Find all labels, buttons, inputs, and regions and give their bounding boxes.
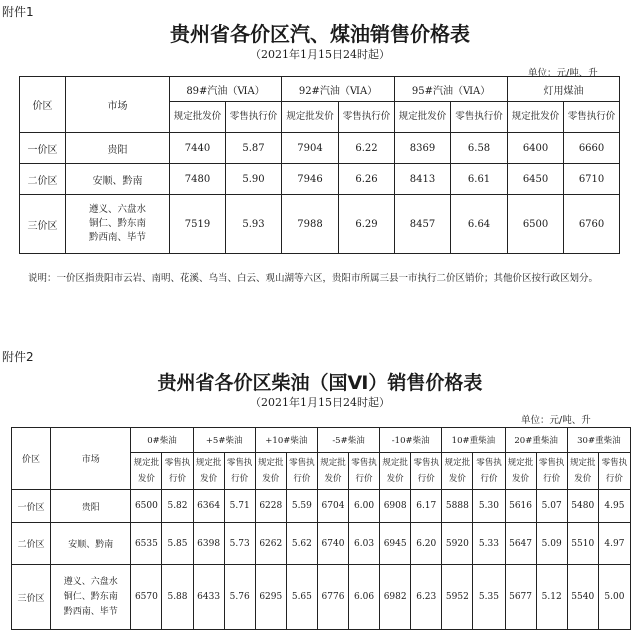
price-cell: 6982 (380, 565, 411, 630)
price-cell: 5647 (505, 523, 536, 565)
market-cell: 安顺、黔南 (66, 164, 170, 195)
market-line: 黔西南、毕节 (63, 606, 118, 617)
market-line: 铜仁、黔东南 (88, 218, 146, 229)
table-row (12, 565, 631, 630)
header-wholesale: 规定批发价 (380, 453, 411, 490)
table-row (12, 523, 631, 565)
header-wholesale: 规定批发价 (317, 453, 348, 490)
price-cell: 6450 (508, 164, 564, 195)
unit-label-1: 单位：元/吨、升 (528, 68, 598, 79)
price-cell: 7904 (282, 133, 339, 164)
market-cell (66, 195, 170, 254)
price-cell: 7946 (282, 164, 339, 195)
header-wholesale: 规定批发价 (282, 102, 339, 133)
header-wholesale: 规定批发价 (505, 453, 536, 490)
price-cell: 5952 (442, 565, 473, 630)
price-cell: 5.65 (286, 565, 317, 630)
header-retail: 零售执行价 (286, 453, 317, 490)
header-product: 0#柴油 (131, 428, 193, 453)
header-product: -10#柴油 (380, 428, 442, 453)
price-cell: 6740 (317, 523, 348, 565)
unit-label-2: 单位：元/吨、升 (521, 415, 591, 426)
zone-cell: 一价区 (12, 490, 51, 523)
price-cell: 6776 (317, 565, 348, 630)
header-market: 市场 (51, 428, 131, 490)
price-cell: 5.90 (226, 164, 282, 195)
header-product: 30#重柴油 (567, 428, 630, 453)
price-cell: 5.09 (536, 523, 567, 565)
header-product: 89#汽油（ⅥA） (170, 77, 282, 102)
price-cell: 5677 (505, 565, 536, 630)
header-product: 灯用煤油 (508, 77, 620, 102)
header-product: +10#柴油 (255, 428, 317, 453)
price-cell: 5.93 (226, 195, 282, 254)
price-cell: 6262 (255, 523, 286, 565)
market-line: 安顺、黔南 (68, 540, 114, 550)
price-cell: 5.88 (162, 565, 193, 630)
price-cell: 6.64 (451, 195, 508, 254)
price-cell: 7988 (282, 195, 339, 254)
price-cell: 5.87 (226, 133, 282, 164)
header-retail: 零售执行价 (473, 453, 505, 490)
table-row (20, 164, 620, 195)
price-cell: 6.61 (451, 164, 508, 195)
market-line: 遵义、六盘水 (63, 576, 118, 587)
note-text: 说明：一价区指贵阳市云岩、南明、花溪、乌当、白云、观山湖等六区，贵阳市所属三县一市执行二价区销价；其他价区按行政区划分。 (28, 273, 599, 284)
price-cell: 5.30 (473, 490, 505, 523)
price-cell: 8413 (395, 164, 451, 195)
price-cell: 5.71 (224, 490, 255, 523)
price-cell: 7480 (170, 164, 226, 195)
header-wholesale: 规定批发价 (442, 453, 473, 490)
price-cell: 5920 (442, 523, 473, 565)
price-cell: 5888 (442, 490, 473, 523)
header-product: 95#汽油（ⅥA） (395, 77, 508, 102)
price-cell: 6.22 (339, 133, 395, 164)
price-cell: 5480 (567, 490, 598, 523)
price-cell: 6400 (508, 133, 564, 164)
header-retail: 零售执行价 (226, 102, 282, 133)
table-row (12, 490, 631, 523)
price-cell: 6295 (255, 565, 286, 630)
header-product: 92#汽油（ⅥA） (282, 77, 395, 102)
price-cell: 6.17 (411, 490, 442, 523)
header-wholesale: 规定批发价 (131, 453, 162, 490)
price-cell: 5616 (505, 490, 536, 523)
header-wholesale: 规定批发价 (255, 453, 286, 490)
market-line: 铜仁、黔东南 (63, 591, 118, 602)
header-retail: 零售执行价 (598, 453, 630, 490)
diesel-price-table (11, 427, 631, 630)
price-cell: 7519 (170, 195, 226, 254)
price-cell: 6500 (508, 195, 564, 254)
price-cell: 5.76 (224, 565, 255, 630)
header-retail: 零售执行价 (339, 102, 395, 133)
price-cell: 5.85 (162, 523, 193, 565)
price-cell: 6.20 (411, 523, 442, 565)
price-cell: 8369 (395, 133, 451, 164)
zone-cell: 三价区 (20, 195, 66, 254)
price-cell: 5.82 (162, 490, 193, 523)
page-title-1: 贵州省各价区汽、煤油销售价格表 (170, 22, 470, 46)
header-product: 20#重柴油 (505, 428, 567, 453)
header-market: 市场 (66, 77, 170, 133)
price-cell: 5.12 (536, 565, 567, 630)
price-cell: 6.29 (339, 195, 395, 254)
header-product: -5#柴油 (317, 428, 379, 453)
zone-cell: 一价区 (20, 133, 66, 164)
header-retail: 零售执行价 (349, 453, 380, 490)
price-cell: 6433 (193, 565, 224, 630)
header-retail: 零售执行价 (411, 453, 442, 490)
gasoline-price-table (19, 76, 620, 254)
price-cell: 6710 (564, 164, 620, 195)
price-cell: 6570 (131, 565, 162, 630)
price-cell: 6228 (255, 490, 286, 523)
market-cell (51, 565, 131, 630)
header-wholesale: 规定批发价 (395, 102, 451, 133)
price-cell: 5.73 (224, 523, 255, 565)
price-cell: 6704 (317, 490, 348, 523)
header-wholesale: 规定批发价 (170, 102, 226, 133)
market-line: 贵阳 (81, 502, 100, 513)
annex-label-2: 附件2 (2, 350, 34, 364)
header-wholesale: 规定批发价 (567, 453, 598, 490)
header-retail: 零售执行价 (162, 453, 193, 490)
price-cell: 5.33 (473, 523, 505, 565)
price-cell: 7440 (170, 133, 226, 164)
price-cell: 6398 (193, 523, 224, 565)
table-row (20, 133, 620, 164)
price-cell: 6.03 (349, 523, 380, 565)
price-cell: 5540 (567, 565, 598, 630)
header-product: +5#柴油 (193, 428, 255, 453)
price-cell: 6.26 (339, 164, 395, 195)
price-cell: 5.07 (536, 490, 567, 523)
price-cell: 5510 (567, 523, 598, 565)
market-line: 黔西南、毕节 (88, 232, 146, 243)
price-cell: 5.62 (286, 523, 317, 565)
header-zone: 价区 (20, 77, 66, 133)
header-wholesale: 规定批发价 (508, 102, 564, 133)
header-retail: 零售执行价 (224, 453, 255, 490)
price-cell: 6.23 (411, 565, 442, 630)
price-cell: 6500 (131, 490, 162, 523)
market-cell (51, 490, 131, 523)
price-cell: 6945 (380, 523, 411, 565)
header-wholesale: 规定批发价 (193, 453, 224, 490)
header-retail: 零售执行价 (451, 102, 508, 133)
page-subtitle-1: （2021年1月15日24时起） (250, 48, 390, 61)
price-cell: 4.97 (598, 523, 630, 565)
market-cell: 贵阳 (66, 133, 170, 164)
price-cell: 5.59 (286, 490, 317, 523)
price-cell: 6760 (564, 195, 620, 254)
page-subtitle-2: （2021年1月15日24时起） (250, 396, 390, 409)
price-cell: 5.00 (598, 565, 630, 630)
price-cell: 6364 (193, 490, 224, 523)
table-row (20, 195, 620, 254)
price-cell: 6.58 (451, 133, 508, 164)
market-line: 遵义、六盘水 (88, 204, 146, 215)
header-zone: 价区 (12, 428, 51, 490)
price-cell: 6660 (564, 133, 620, 164)
price-cell: 5.35 (473, 565, 505, 630)
price-cell: 6.06 (349, 565, 380, 630)
header-product: 10#重柴油 (442, 428, 505, 453)
zone-cell: 三价区 (12, 565, 51, 630)
price-cell: 6535 (131, 523, 162, 565)
page-title-2: 贵州省各价区柴油（国Ⅵ）销售价格表 (157, 372, 483, 394)
header-retail: 零售执行价 (536, 453, 567, 490)
header-retail: 零售执行价 (564, 102, 620, 133)
price-cell: 8457 (395, 195, 451, 254)
price-cell: 4.95 (598, 490, 630, 523)
zone-cell: 二价区 (12, 523, 51, 565)
zone-cell: 二价区 (20, 164, 66, 195)
annex-label-1: 附件1 (2, 5, 34, 19)
price-cell: 6908 (380, 490, 411, 523)
price-cell: 6.00 (349, 490, 380, 523)
market-cell (51, 523, 131, 565)
